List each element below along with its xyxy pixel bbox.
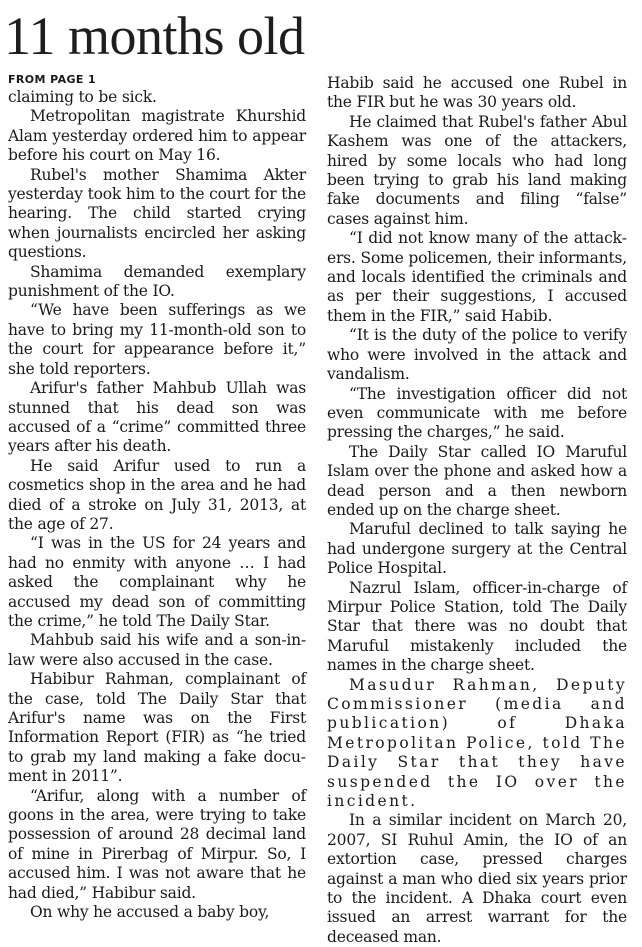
article-column-left — [8, 72, 306, 922]
paragraph: The Daily Star called IO Maruful Islam over the phone and asked how a dead person and a then newborn ended up on the charge sheet. — [327, 442, 627, 519]
paragraph: claiming to be sick. — [8, 88, 157, 106]
paragraph: He said Arifur used to run a cosmetics shop in the area and he had died of a stroke on July 31, 2013, at the age of 27. — [8, 456, 306, 533]
paragraph: “I was in the US for 24 years and had no enmity with anyone … I had asked the complainant why he accused my dead son of committing the crime,” he told The Daily Star. — [8, 534, 306, 630]
paragraph: Mahbub said his wife and a son-in-law were also accused in the case. — [8, 631, 306, 669]
paragraph: Nazrul Islam, officer-in-charge of Mirpur Police Station, told The Daily Star that there was no doubt that Maruful mistakenly included the names in the charge sheet. — [327, 578, 627, 675]
paragraph: Habibur Rahman, complainant of the case, told The Daily Star that Arifur's name was on the First Information Report (FIR) as “he tried to grab my land making a fake document in 2011”. — [8, 670, 306, 786]
paragraph: On why he accused a baby boy, — [30, 903, 270, 922]
headline: 11 months old — [4, 6, 305, 66]
paragraph: “The investigation officer did not even communicate with me before pressing the charges,” he said. — [327, 384, 627, 442]
paragraph: In a similar incident on March 20, 2007, SI Ruhul Amin, the IO of an extortion case, pressed charges against a man who died six years prior to the incident. A Dhaka court even issued an arrest warrant for the deceased man. — [327, 811, 627, 946]
paragraph: Rubel's mother Shamima Akter yesterday took him to the court for the hearing. The child started crying when journalists encircled her asking questions. — [8, 165, 306, 262]
paragraph: “We have been sufferings as we have to bring my 11-month-old son to the court for appearance before it,” she told reporters. — [8, 301, 306, 378]
paragraph: Maruful declined to talk saying he had undergone surgery at the Central Police Hospital. — [327, 520, 627, 578]
paragraph: Metropolitan magistrate Khurshid Alam yesterday ordered him to appear before his court on May 16. — [8, 107, 306, 165]
paragraph: “It is the duty of the police to verify who were involved in the attack and vandalism. — [327, 326, 627, 384]
paragraph: Shamima demanded exemplary punishment of the IO. — [8, 262, 306, 301]
paragraph: Arifur's father Mahbub Ullah was stunned that his dead son was accused of a “crime” committed three years after his death. — [8, 379, 306, 456]
paragraph: Habib said he accused one Rubel in the FIR but he was 30 years old. — [327, 74, 627, 112]
article-column-right — [327, 74, 627, 947]
continued-from-label: FROM PAGE 1 — [8, 73, 97, 86]
paragraph: “I did not know many of the attackers. Some policemen, their informants, and locals identified the criminals and as per their suggestions, I accused them in the FIR,” said Habib. — [327, 229, 627, 325]
paragraph: Masudur Rahman, Deputy Commissioner (media and publication) of Dhaka Metropolitan Police, told The Daily Star that they have suspended the IO over the incident. — [327, 675, 627, 811]
paragraph: “Arifur, along with a number of goons in the area, were trying to take possession of around 28 decimal land of mine in Pirerbag of Mirpur. So, I accused him. I was not aware that he had died,” Habibur said. — [8, 786, 306, 902]
paragraph: He claimed that Rubel's father Abul Kashem was one of the attackers, hired by some locals who had long been trying to grab his land making fake documents and filing “false” cases against him. — [327, 112, 627, 228]
